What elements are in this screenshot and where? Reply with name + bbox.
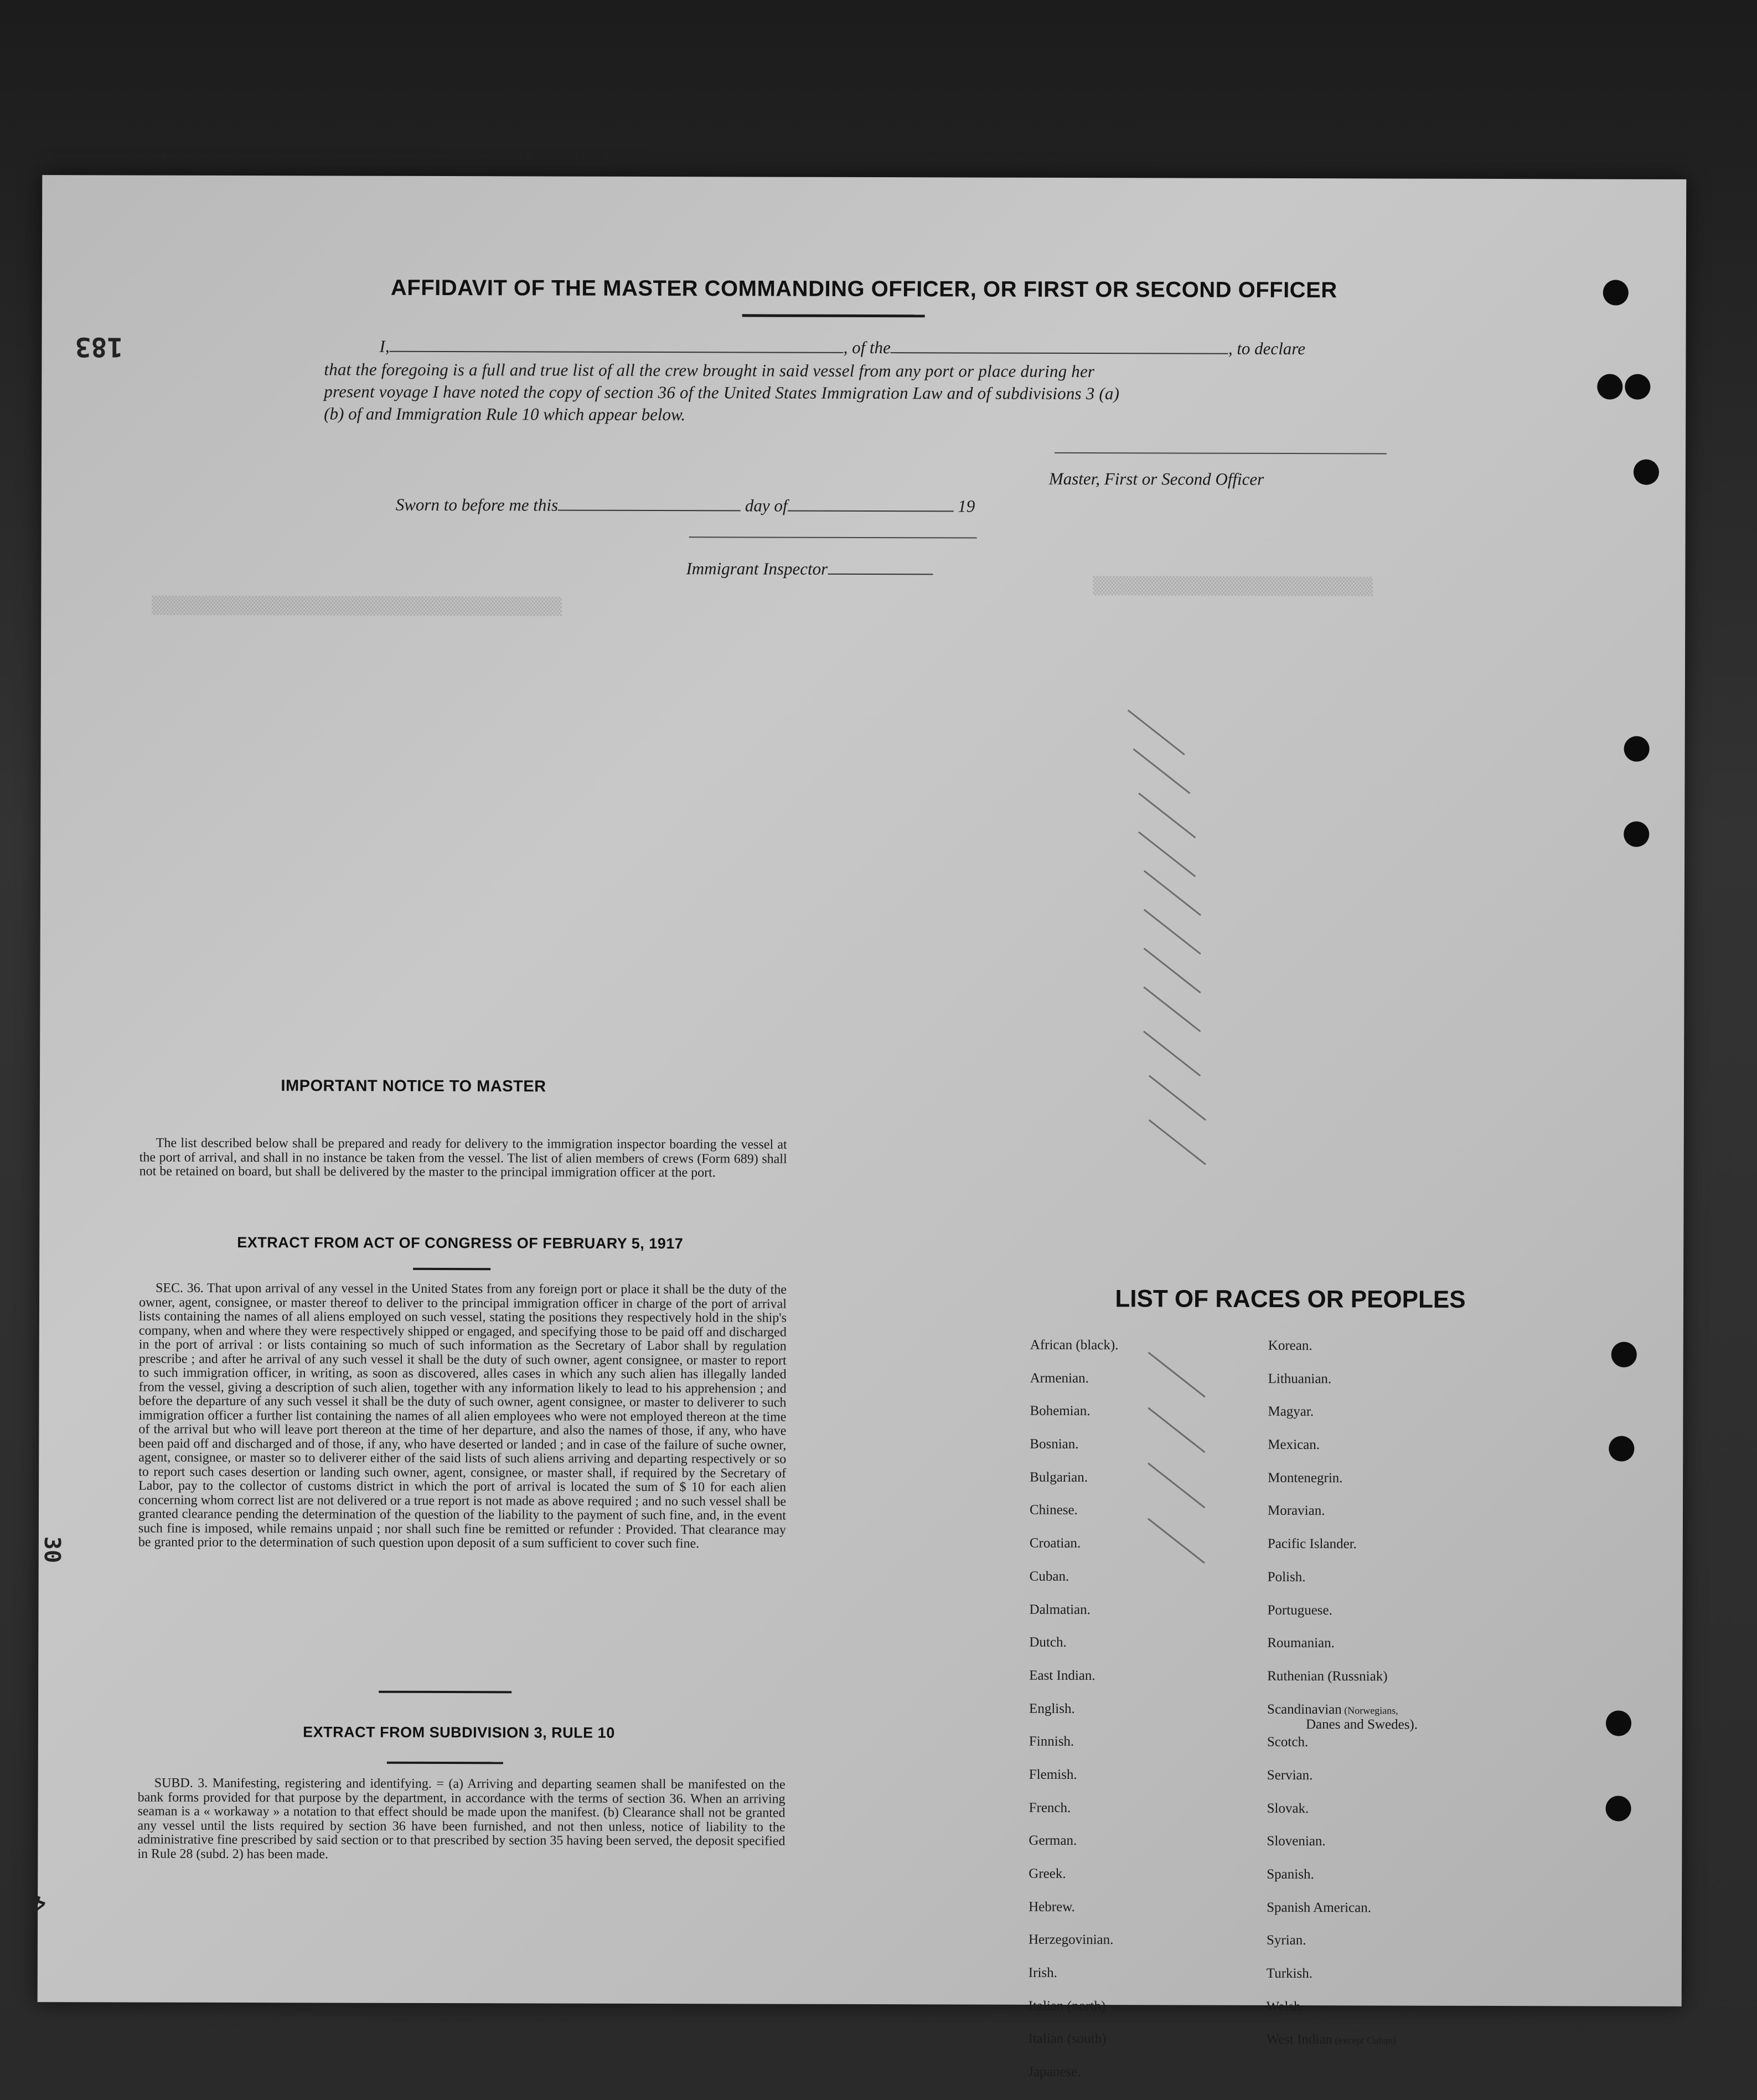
- race-label: Armenian.: [1030, 1370, 1089, 1386]
- race-label: Dalmatian.: [1029, 1602, 1091, 1617]
- of-the-label: , of the: [843, 337, 891, 358]
- act-heading: EXTRACT FROM ACT OF CONGRESS OF FEBRUARY 5, 1917: [237, 1234, 684, 1252]
- race-item: [1029, 1669, 1118, 1702]
- race-label: Greek.: [1029, 1866, 1066, 1881]
- race-item: [1267, 1901, 1417, 1934]
- tick-mark: [1149, 1075, 1206, 1121]
- tick-mark: [1148, 1407, 1205, 1453]
- act-text: SEC. 36. That upon arrival of any vessel in the United States from any foreign port or place it shall be the duty of the owner, agent, consignee, or master thereof to deliver to the principal immigration officer in charge of the port of arrival lists containing the names of all aliens employed on such vessel, stating the positions they respectively hold in the ship's company, when and where they were respectively shipped or engaged, and specifying those to be paid off and discharged in the port of arrival : or lists containing so much of such information as the Secretary of Labor shall by regulation prescribe ; and after he arrival of any such vessel it shall be the duty of such owner, agent consignee, or master to report to such immigration officer, in writing, as soon as discovered, alles cases in which any such alien has illegally landed from the vessel, giving a description of such alien, together with any information likely to lead to his apprehension ; and before the departure of any such vessel it shall be the duty of such owner, agent consignee, or master to deliverer to such immigration officer a further list containing the names of all alien employees who were not employed thereon at the time of the arrival but who will leave port thereon at the time of her departure, and also the names of those, if any, who have been paid off and discharged and of those, if any, who have deserted or landed ; and in case of the failure of suche owner, agent, consignee, or master so to deliverer either of the said lists of such aliens arriving and departing respectively or so to report such cases desertion or landing such owner, agent, consignee, or master shall, if required by the Secretary of Labor, pay to the collector of customs district in which the port of arrival is located the sum of $ 10 for each alien concerning whom correct list are not delivered or a true report is not made as above required ; and no such vessel shall be granted clearance pending the determination of the question of the liability to the payment of such fine, and, in the event such fine is imposed, while remains unpaid ; nor shall such fine be remitted or refunder : Provided. That clearance may be granted prior to the determination of such question upon deposit of a sum sufficient to cover such fine.: [138, 1281, 787, 1551]
- corner-mark: 4: [28, 1890, 50, 1918]
- signature-line: [1055, 452, 1387, 455]
- sworn-label: Sworn to before me this: [395, 494, 559, 515]
- race-item: [1267, 1834, 1417, 1867]
- race-label: Bulgarian.: [1030, 1469, 1088, 1485]
- race-label: Bohemian.: [1030, 1404, 1091, 1419]
- race-label: Welsh.: [1266, 1999, 1304, 2014]
- race-item: [1029, 1735, 1118, 1768]
- race-label: Croatian.: [1029, 1535, 1081, 1551]
- race-label: Italian (south): [1028, 2031, 1107, 2047]
- race-label: German.: [1029, 1833, 1077, 1849]
- inspector-blank: [828, 574, 933, 575]
- race-item: [1030, 1503, 1118, 1536]
- inspector-line: [686, 559, 933, 579]
- race-item: [1267, 1735, 1418, 1768]
- inspector-signature-line: [689, 536, 977, 538]
- race-label: Japanese.: [1028, 2064, 1081, 2080]
- race-item: [1029, 1768, 1118, 1801]
- race-item: [1268, 1372, 1419, 1405]
- race-label: Spanish.: [1267, 1866, 1314, 1882]
- manifest-page: [28, 175, 1687, 2080]
- notice-heading: IMPORTANT NOTICE TO MASTER: [281, 1077, 546, 1096]
- race-item: [1029, 1602, 1118, 1635]
- race-item: [1030, 1470, 1118, 1504]
- race-label: East Indian.: [1029, 1668, 1095, 1683]
- race-item: [1268, 1339, 1419, 1372]
- act-end-rule: [379, 1691, 511, 1694]
- race-label: Spanish American.: [1267, 1900, 1372, 1916]
- race-label: West Indian: [1266, 2032, 1333, 2047]
- signature-label: Master, First or Second Officer: [1048, 468, 1264, 489]
- race-label: English.: [1029, 1701, 1075, 1716]
- affidavit-line-3: present voyage I have noted the copy of section 36 of the United States Immigration Law and of subdivisions 3 (a): [324, 381, 1120, 404]
- race-item: [1268, 1405, 1418, 1438]
- races-right-column: [1266, 1339, 1418, 2066]
- affidavit-i: I,: [379, 336, 390, 356]
- race-label: Scotch.: [1267, 1735, 1309, 1750]
- race-note: (except Cuban): [1332, 2035, 1396, 2046]
- race-item: [1029, 1999, 1117, 2032]
- race-item: [1029, 1834, 1117, 1867]
- race-item: [1029, 1867, 1117, 1900]
- punch-hole: [1625, 374, 1650, 400]
- rule-heading-rule: [387, 1762, 503, 1764]
- race-item: [1268, 1570, 1418, 1603]
- race-label: Korean.: [1268, 1338, 1312, 1354]
- tick-mark: [1138, 832, 1196, 878]
- race-label: Mexican.: [1268, 1437, 1320, 1453]
- race-label: Finnish.: [1029, 1734, 1074, 1750]
- tick-mark: [1148, 1518, 1205, 1564]
- punch-hole: [1624, 736, 1650, 762]
- race-label: Cuban.: [1029, 1568, 1069, 1584]
- race-note: Danes and Swedes).: [1305, 1716, 1418, 1732]
- race-label: Servian.: [1267, 1767, 1313, 1783]
- race-item: [1267, 1636, 1418, 1669]
- race-label: Montenegrin.: [1268, 1470, 1343, 1486]
- race-item: [1030, 1371, 1119, 1404]
- race-label: Magyar.: [1268, 1404, 1314, 1420]
- race-label: Portuguese.: [1267, 1602, 1332, 1618]
- month-blank: [787, 510, 953, 512]
- race-label: Slovak.: [1267, 1800, 1309, 1816]
- name-blank: [390, 351, 844, 353]
- race-item: [1029, 1800, 1117, 1834]
- tick-mark: [1144, 870, 1201, 916]
- affidavit-line-2: that the foregoing is a full and true list of all the crew brought in said vessel from any port or place during her: [324, 359, 1095, 381]
- tick-mark: [1128, 710, 1185, 756]
- punch-hole: [1606, 1796, 1631, 1822]
- notice-text: The list described below shall be prepared and ready for delivery to the immigration inspector boarding the vessel at the port of arrival, and shall in no instance be taken from the vessel. The list of alien members of crews (Form 689) shall not be retained on board, but shall be delivered by the master to the principal immigration officer at the port.: [139, 1136, 787, 1180]
- race-label: Irish.: [1028, 1965, 1057, 1980]
- punch-hole: [1624, 822, 1649, 847]
- tick-mark: [1149, 1119, 1206, 1165]
- bleed-through: ▒▒▒▒▒▒▒▒▒▒▒▒▒▒▒▒▒▒▒▒▒▒▒▒▒▒▒▒▒▒▒▒▒▒▒▒▒▒▒▒▒: [152, 596, 562, 617]
- race-item: [1030, 1437, 1118, 1470]
- title-underline: [742, 314, 925, 317]
- race-label: Italian (north): [1028, 1998, 1106, 2014]
- tick-mark: [1144, 909, 1201, 955]
- race-label: Pacific Islander.: [1267, 1536, 1357, 1552]
- race-label: French.: [1029, 1800, 1071, 1815]
- race-note: (Norwegians,: [1341, 1704, 1398, 1716]
- race-label: Ruthenian (Russniak): [1267, 1668, 1388, 1684]
- race-item: [1029, 1900, 1117, 1933]
- race-item: [1267, 1669, 1418, 1702]
- race-label: Lithuanian.: [1268, 1371, 1332, 1386]
- tick-mark: [1148, 1352, 1206, 1398]
- race-label: Turkish.: [1266, 1965, 1313, 1982]
- punch-hole: [1634, 460, 1659, 485]
- race-item: [1267, 1702, 1418, 1735]
- race-label: Slovenian.: [1267, 1834, 1326, 1849]
- punch-hole: [1606, 1711, 1631, 1736]
- race-label: Syrian.: [1266, 1933, 1306, 1948]
- act-heading-rule: [413, 1268, 490, 1270]
- day-of-label: day of: [745, 496, 788, 515]
- race-item: [1267, 1603, 1418, 1636]
- year-label: 19: [958, 496, 975, 516]
- inspector-label: Immigrant Inspector: [686, 559, 828, 579]
- tick-mark: [1133, 749, 1190, 794]
- rule-heading: EXTRACT FROM SUBDIVISION 3, RULE 10: [303, 1724, 615, 1741]
- tick-mark: [1143, 987, 1201, 1033]
- race-item: [1028, 2032, 1117, 2065]
- races-left-column: [1028, 1338, 1118, 2098]
- race-item: [1030, 1338, 1119, 1371]
- race-item: [1267, 1967, 1417, 2000]
- race-label: Scandinavian: [1267, 1701, 1342, 1717]
- race-item: [1030, 1404, 1118, 1437]
- to-declare-label: , to declare: [1228, 338, 1306, 359]
- handwritten-tick-marks: [1118, 709, 1248, 1817]
- race-item: [1267, 1802, 1417, 1835]
- race-label: Dutch.: [1029, 1634, 1067, 1650]
- page-number-mark: 183: [75, 331, 123, 363]
- day-blank: [558, 510, 741, 512]
- sworn-line: [396, 495, 1115, 517]
- race-item: [1030, 1570, 1118, 1603]
- tick-mark: [1143, 1031, 1201, 1077]
- tick-mark: [1138, 793, 1196, 839]
- races-heading: LIST OF RACES OR PEOPLES: [1115, 1285, 1466, 1313]
- punch-hole: [1611, 1342, 1637, 1368]
- vessel-blank: [891, 352, 1228, 354]
- race-item: [1267, 1933, 1417, 1967]
- bleed-through: ▒▒▒▒▒▒▒▒▒▒▒▒▒▒▒▒▒▒▒▒▒▒▒▒▒▒▒▒: [1093, 576, 1373, 597]
- rule-text: SUBD. 3. Manifesting, registering and identifying. = (a) Arriving and departing seamen shall be manifested on the bank forms provided for that purpose by the department, in accordance with the terms of section 36. When an arriving seaman is a « workaway » a notation to that effect should be made upon the manifest. (b) Clearance shall not be granted any vessel until the lists required by section 36 have been furnished, and not then unless, notice of liability to the administrative fine prescribed by said section or to that prescribed by section 35 having been served, the deposit specified in Rule 28 (subd. 2) has been made.: [137, 1776, 786, 1861]
- tick-mark: [1148, 1463, 1205, 1509]
- race-item: [1029, 1701, 1118, 1735]
- side-number-mark: 30: [39, 1536, 65, 1564]
- race-item: [1266, 2032, 1417, 2066]
- race-label: African (black).: [1030, 1337, 1119, 1353]
- race-item: [1268, 1471, 1418, 1504]
- race-label: Bosnian.: [1030, 1436, 1079, 1452]
- race-item: [1030, 1536, 1118, 1570]
- affidavit-line-4: (b) of and Immigration Rule 10 which appear below.: [324, 404, 686, 425]
- race-item: [1029, 1933, 1117, 1966]
- race-label: Polish.: [1267, 1569, 1306, 1585]
- race-label: Hebrew.: [1029, 1899, 1075, 1915]
- race-label: Chinese.: [1029, 1503, 1078, 1518]
- affidavit-line-1: [379, 337, 1431, 359]
- race-label: Herzegovinian.: [1028, 1932, 1114, 1948]
- race-item: [1268, 1504, 1418, 1537]
- race-label: Roumanian.: [1267, 1635, 1335, 1651]
- race-item: [1267, 1768, 1418, 1802]
- race-item: [1029, 1966, 1117, 1999]
- tick-mark: [1144, 948, 1201, 994]
- race-label: Moravian.: [1267, 1503, 1325, 1519]
- race-item: [1268, 1537, 1418, 1570]
- punch-hole: [1597, 374, 1622, 399]
- punch-hole: [1609, 1436, 1634, 1462]
- race-item: [1268, 1438, 1418, 1471]
- race-item: [1267, 1867, 1417, 1901]
- race-item: [1029, 1635, 1118, 1669]
- race-item: [1267, 2000, 1417, 2033]
- affidavit-title: AFFIDAVIT OF THE MASTER COMMANDING OFFICER, OR FIRST OR SECOND OFFICER: [390, 275, 1337, 303]
- race-label: Flemish.: [1029, 1767, 1077, 1782]
